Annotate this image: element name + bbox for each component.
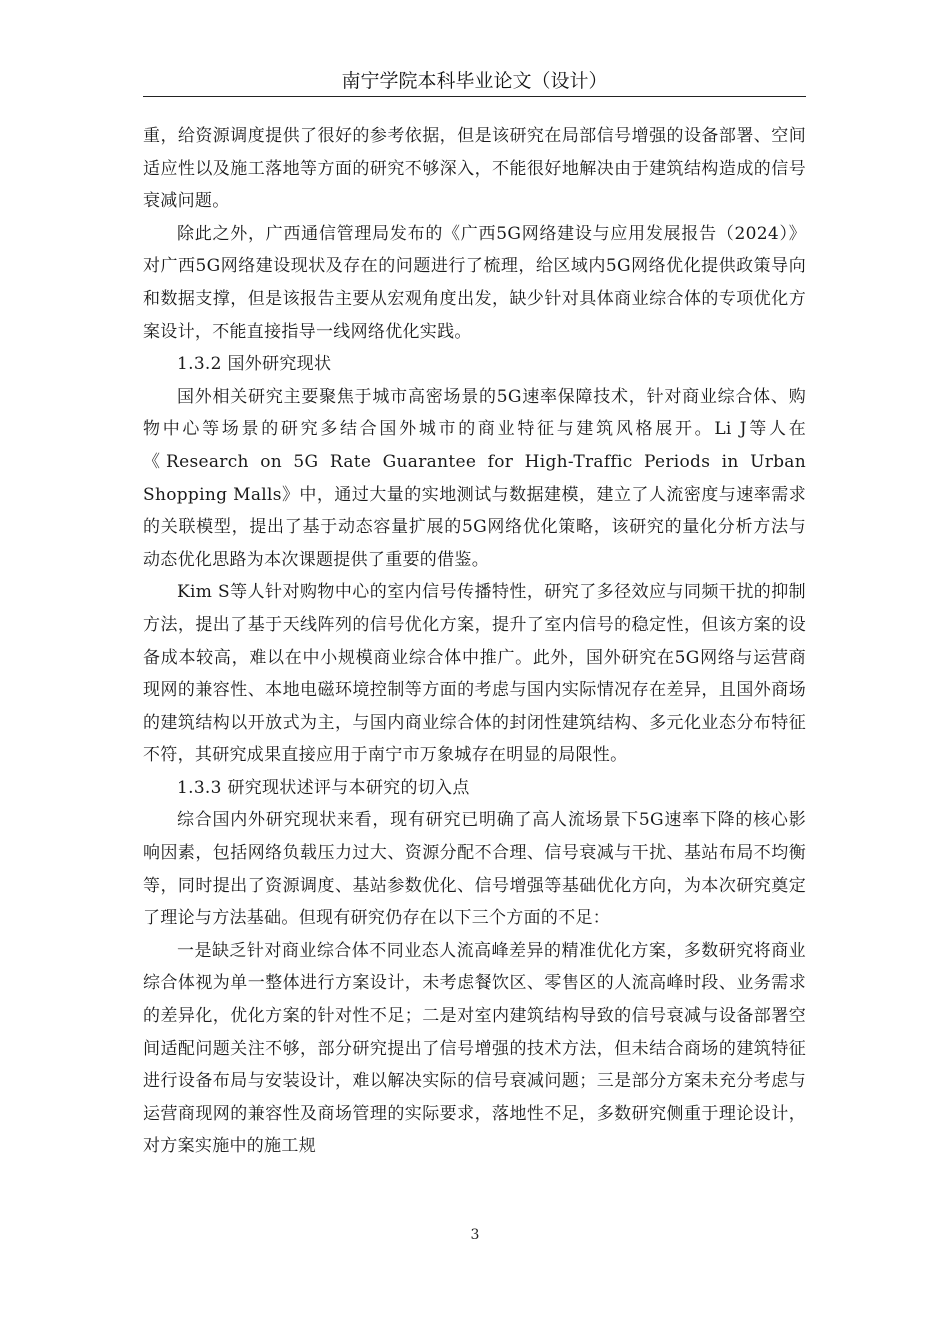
paragraph-foreign-research: 国外相关研究主要聚焦于城市高密场景的5G速率保障技术，针对商业综合体、购物中心等场景的研究多结合国外城市的商业特征与建筑风格展开。Li J等人在《Research on 5G Rate Guarantee for High-Traffic Periods in Urban Shopping Malls》中，通过大量的实地测试与数据建模，建立了人流密度与速率需求的关联模型，提出了基于动态容量扩展的5G网络优化策略，该研究的量化分析方法与动态优化思路为本次课题提供了重要的借鉴。 (143, 386, 806, 570)
body-text (143, 120, 806, 1163)
paragraph-guangxi-report: 除此之外，广西通信管理局发布的《广西5G网络建设与应用发展报告（2024）》对广西5G网络建设现状及存在的问题进行了梳理，给区域内5G网络优化提供政策导向和数据支撑，但是该报告主要从宏观角度出发，缺少针对具体商业综合体的专项优化方案设计，不能直接指导一线网络优化实践。 (143, 223, 806, 342)
page-header-title: 南宁学院本科毕业论文（设计） (341, 70, 608, 92)
header-divider (143, 96, 806, 97)
page-number: 3 (470, 1227, 480, 1243)
paragraph-kim-research: Kim S等人针对购物中心的室内信号传播特性，研究了多径效应与同频干扰的抑制方法，提出了基于天线阵列的信号优化方案，提升了室内信号的稳定性，但该方案的设备成本较高，难以在中小规模商业综合体中推广。此外，国外研究在5G网络与运营商现网的兼容性、本地电磁环境控制等方面的考虑与国内实际情况存在差异，且国外商场的建筑结构以开放式为主，与国内商业综合体的封闭性建筑结构、多元化业态分布特征不符，其研究成果直接应用于南宁市万象城存在明显的局限性。 (143, 582, 806, 766)
paragraph-continued: 重，给资源调度提供了很好的参考依据，但是该研究在局部信号增强的设备部署、空间适应性以及施工落地等方面的研究不够深入，不能很好地解决由于建筑结构造成的信号衰减问题。 (143, 126, 806, 212)
paragraph-review-summary: 综合国内外研究现状来看，现有研究已明确了高人流场景下5G速率下降的核心影响因素，包括网络负载压力过大、资源分配不合理、信号衰减与干扰、基站布局不均衡等，同时提出了资源调度、基站参数优化、信号增强等基础优化方向，为本次研究奠定了理论与方法基础。但现有研究仍存在以下三个方面的不足： (143, 810, 806, 929)
section-heading-1-3-2: 1.3.2 国外研究现状 (177, 354, 332, 375)
section-heading-1-3-3: 1.3.3 研究现状述评与本研究的切入点 (177, 777, 470, 798)
paragraph-shortcomings: 一是缺乏针对商业综合体不同业态人流高峰差异的精准优化方案，多数研究将商业综合体视为单一整体进行方案设计，未考虑餐饮区、零售区的人流高峰时段、业务需求的差异化，优化方案的针对性不足；二是对室内建筑结构导致的信号衰减与设备部署空间适配问题关注不够，部分研究提出了信号增强的技术方法，但未结合商场的建筑特征进行设备布局与安装设计，难以解决实际的信号衰减问题；三是部分方案未充分考虑与运营商现网的兼容性及商场管理的实际要求，落地性不足，多数研究侧重于理论设计，对方案实施中的施工规 (143, 940, 806, 1157)
